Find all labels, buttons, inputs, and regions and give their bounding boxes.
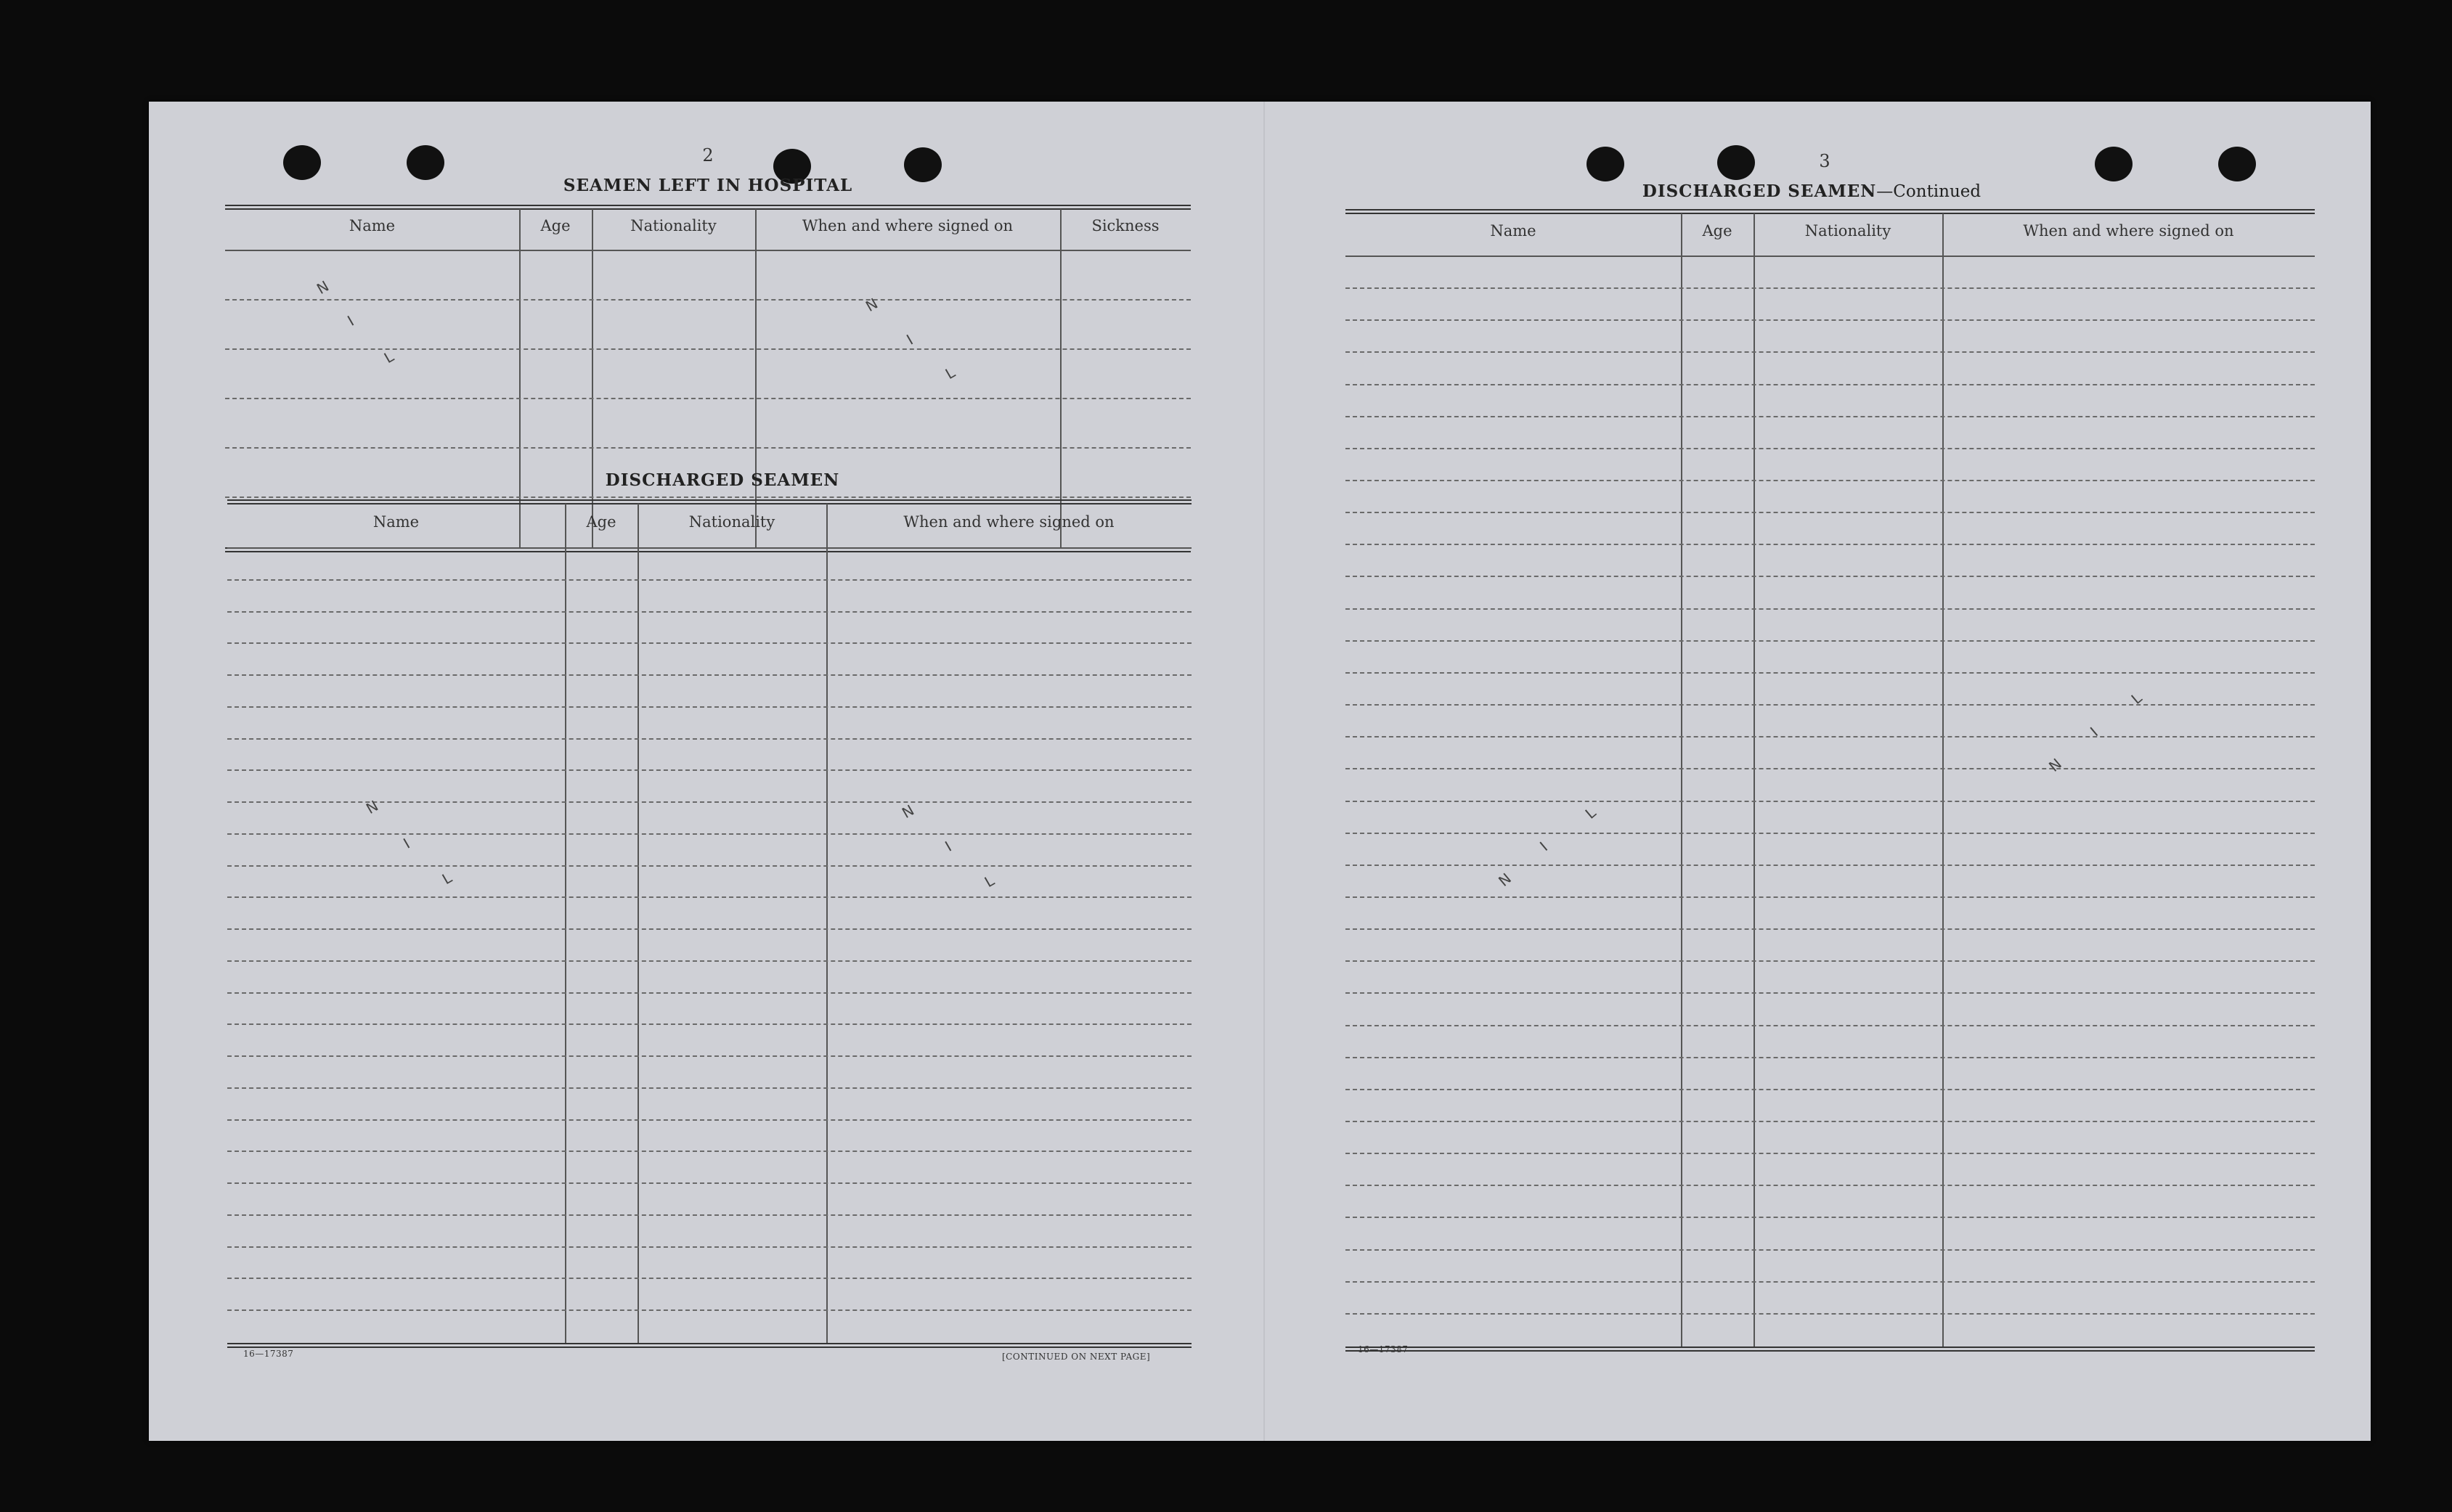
header-divider: [227, 547, 1192, 549]
table-row: [1345, 576, 2315, 577]
table-row: [1345, 736, 2315, 737]
table-row: [1345, 1089, 2315, 1090]
discharged-continued-suffix: —Continued: [1876, 182, 1981, 201]
handwritten-mark: N: [2045, 754, 2065, 776]
punch-hole: [2218, 147, 2256, 181]
punch-hole: [407, 145, 444, 180]
column-header: Name: [372, 513, 420, 531]
table-row: [227, 865, 1192, 867]
punch-hole: [2095, 147, 2133, 181]
table-row: [227, 1309, 1192, 1311]
table-row: [1345, 768, 2315, 769]
column-header: Name: [1490, 222, 1536, 240]
handwritten-mark: L: [380, 347, 397, 367]
table-row: [225, 299, 1191, 301]
form-number-left: 16—17387: [243, 1349, 294, 1359]
table-row: [1345, 865, 2315, 866]
discharged-table-right: [1345, 209, 2315, 1352]
table-row: [227, 992, 1192, 994]
table-row: [1345, 1281, 2315, 1283]
punch-hole: [1717, 145, 1755, 180]
table-row: [1345, 928, 2315, 930]
table-row: [227, 960, 1192, 962]
page-number-left: 2: [702, 145, 714, 165]
table-row: [227, 674, 1192, 676]
punch-hole: [283, 145, 321, 180]
handwritten-mark: L: [981, 871, 998, 891]
handwritten-mark: N: [899, 801, 917, 822]
table-row: [1345, 1025, 2315, 1026]
table-row: [1345, 672, 2315, 674]
table-row: [1345, 1217, 2315, 1218]
table-row: [1345, 1185, 2315, 1186]
table-row: [1345, 1121, 2315, 1122]
handwritten-mark: L: [2127, 689, 2146, 708]
table-row: [225, 496, 1191, 498]
table-row: [1345, 1153, 2315, 1154]
table-row: [1345, 384, 2315, 385]
form-number-right: 16—17387: [1358, 1344, 1409, 1354]
punch-hole: [1587, 147, 1624, 181]
table-row: [1345, 608, 2315, 610]
column-divider: [565, 504, 566, 1344]
discharged-table-left: [227, 499, 1192, 1349]
table-row: [1345, 1313, 2315, 1315]
handwritten-mark: I: [400, 835, 413, 852]
table-row: [225, 348, 1191, 350]
table-row: [227, 1182, 1192, 1184]
column-header: Age: [540, 217, 571, 234]
continued-note: [CONTINUED ON NEXT PAGE]: [1002, 1352, 1151, 1362]
table-row: [1345, 1057, 2315, 1058]
column-header: Nationality: [1804, 222, 1891, 240]
table-row: [1345, 512, 2315, 513]
header-divider: [1345, 256, 2315, 257]
column-divider: [826, 504, 828, 1344]
table-row: [227, 1214, 1192, 1216]
table-row: [227, 896, 1192, 898]
table-row: [225, 398, 1191, 399]
handwritten-mark: L: [942, 363, 958, 383]
column-header: Nationality: [688, 513, 775, 531]
table-row: [227, 642, 1192, 644]
table-top-rule: [225, 205, 1191, 210]
column-header: When and where signed on: [903, 513, 1115, 531]
discharged-continued-title-main: DISCHARGED SEAMEN: [1642, 181, 1877, 201]
header-divider: [225, 250, 1191, 251]
table-row: [1345, 640, 2315, 642]
table-row: [227, 1055, 1192, 1057]
table-row: [1345, 992, 2315, 994]
table-row: [227, 611, 1192, 613]
table-top-rule: [227, 499, 1192, 504]
table-top-rule: [1345, 209, 2315, 214]
discharged-section-title: DISCHARGED SEAMEN: [605, 470, 840, 490]
table-row: [1345, 801, 2315, 802]
table-row: [1345, 351, 2315, 353]
table-row: [1345, 448, 2315, 449]
table-row: [225, 447, 1191, 449]
table-row: [1345, 1249, 2315, 1251]
page-fold: [1263, 102, 1265, 1441]
column-header: When and where signed on: [2023, 222, 2234, 240]
table-row: [227, 1278, 1192, 1279]
table-row: [227, 706, 1192, 708]
column-header: Age: [586, 513, 616, 531]
column-header: Sickness: [1091, 217, 1160, 234]
table-row: [227, 928, 1192, 930]
handwritten-mark: I: [903, 331, 916, 348]
table-row: [1345, 896, 2315, 898]
page-number-right: 3: [1819, 151, 1830, 171]
handwritten-mark: I: [1536, 838, 1551, 855]
column-header: Nationality: [630, 217, 717, 234]
punch-hole: [904, 147, 942, 182]
table-row: [227, 1246, 1192, 1248]
handwritten-mark: I: [2086, 723, 2101, 740]
table-row: [1345, 287, 2315, 289]
table-row: [227, 769, 1192, 771]
table-row: [1345, 319, 2315, 321]
table-row: [227, 1119, 1192, 1121]
column-header: Age: [1702, 222, 1732, 240]
handwritten-mark: N: [1495, 869, 1515, 891]
table-row: [1345, 480, 2315, 481]
column-header: Name: [349, 217, 396, 234]
handwritten-mark: L: [439, 868, 455, 888]
handwritten-mark: I: [942, 838, 955, 855]
table-row: [1345, 833, 2315, 834]
handwritten-mark: N: [363, 796, 381, 818]
table-row: [227, 1151, 1192, 1152]
table-row: [1345, 960, 2315, 962]
column-divider: [638, 504, 639, 1344]
handwritten-mark: I: [344, 312, 357, 330]
table-row: [227, 1087, 1192, 1089]
handwritten-mark: L: [1581, 804, 1600, 822]
handwritten-mark: N: [314, 277, 332, 298]
table-row: [227, 1023, 1192, 1025]
hospital-section-title: SEAMEN LEFT IN HOSPITAL: [563, 176, 853, 195]
table-row: [227, 579, 1192, 581]
table-row: [1345, 544, 2315, 545]
handwritten-mark: N: [863, 294, 881, 316]
table-row: [1345, 704, 2315, 706]
table-row: [1345, 416, 2315, 417]
table-bottom-rule: [1345, 1347, 2315, 1352]
discharged-continued-title: [1642, 181, 1981, 201]
table-row: [227, 833, 1192, 835]
document-spread: [149, 102, 2371, 1441]
table-bottom-rule: [227, 1343, 1192, 1348]
column-header: When and where signed on: [802, 217, 1014, 234]
table-row: [227, 738, 1192, 740]
